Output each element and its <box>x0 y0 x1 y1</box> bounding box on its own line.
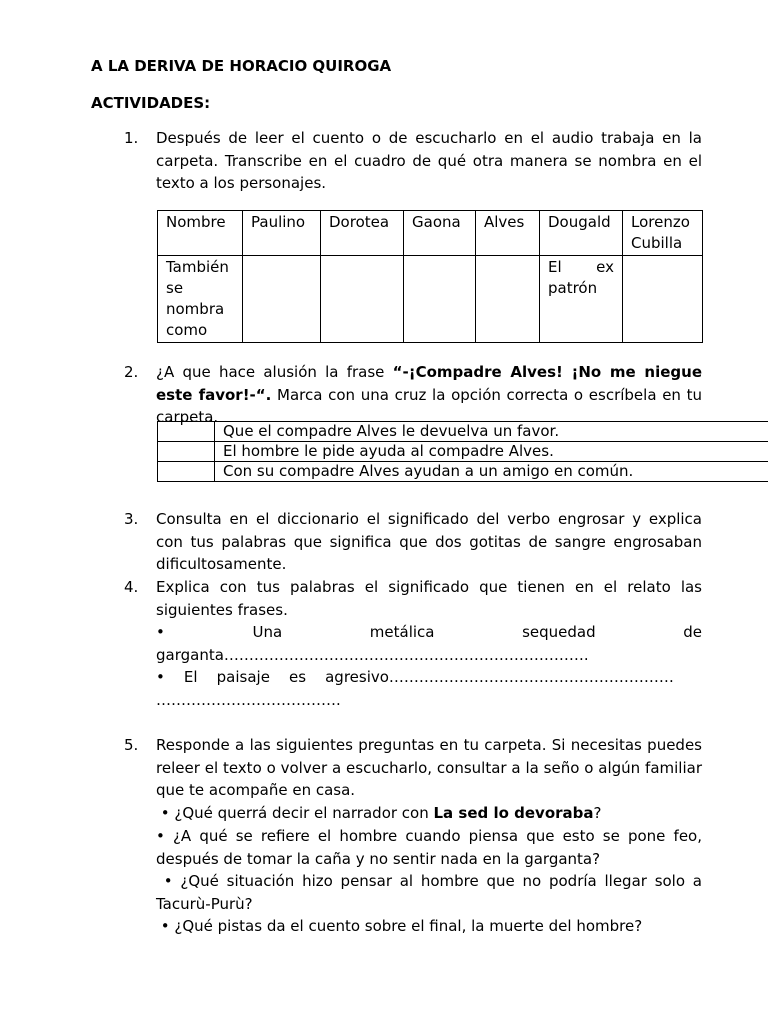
option-text: El hombre le pide ayuda al compadre Alves. <box>215 442 768 462</box>
q5-bullet-1-bold: La sed lo devoraba <box>433 804 594 822</box>
q5-bullet-2: • ¿A qué se refiere el hombre cuando piensa que esto se pone feo, después de tomar la caña y no sentir nada en la garganta? <box>156 827 702 868</box>
q1-number: 1. <box>124 129 139 147</box>
table-header-cell: Gaona <box>404 211 476 256</box>
table-cell <box>476 256 540 343</box>
q4-number: 4. <box>124 578 139 596</box>
table-header-cell: Dougald <box>540 211 623 256</box>
q4-item1-line2: garganta………………………………………………………………. <box>156 646 589 664</box>
table-header-cell: Dorotea <box>321 211 404 256</box>
options-table <box>157 421 768 482</box>
table-cell: El ex patrón <box>540 256 623 343</box>
q4-text: Explica con tus palabras el significado que tienen en el relato las siguientes frases. <box>156 578 702 619</box>
q5-bullet-3: • ¿Qué situación hizo pensar al hombre que no podría llegar solo a Tacurù-Purù? <box>156 872 707 913</box>
q2-quote: “-¡Compadre Alves! ¡No me niegue este favor!-“. <box>156 363 702 404</box>
option-row <box>158 422 768 442</box>
q5-bullet-1-end: ? <box>593 804 602 822</box>
option-checkbox-cell[interactable] <box>158 422 215 442</box>
q5-bullet-1-start: • ¿Qué querrá decir el narrador con <box>156 804 434 822</box>
table-cell <box>623 256 703 343</box>
document-title: A LA DERIVA DE HORACIO QUIROGA <box>91 57 392 75</box>
characters-table <box>157 210 703 343</box>
option-text: Que el compadre Alves le devuelva un favor. <box>215 422 768 442</box>
table-header-cell: Nombre <box>158 211 243 256</box>
q5-number: 5. <box>124 736 139 754</box>
q5-bullet-4: • ¿Qué pistas da el cuento sobre el final, la muerte del hombre? <box>156 917 643 935</box>
q3-number: 3. <box>124 510 139 528</box>
q5-text: Responde a las siguientes preguntas en tu carpeta. Si necesitas puedes releer el texto o volver a escucharlo, consultar a la seño o algún familiar que te acompañe en casa. <box>156 736 702 799</box>
option-row <box>158 462 768 482</box>
table-row <box>158 256 703 343</box>
q4-item1-line1: • Una metálica sequedad de <box>156 623 702 641</box>
option-checkbox-cell[interactable] <box>158 462 215 482</box>
table-cell <box>243 256 321 343</box>
table-header-cell: Paulino <box>243 211 321 256</box>
q2-text <box>156 361 702 429</box>
table-cell <box>404 256 476 343</box>
activities-heading: ACTIVIDADES: <box>91 94 211 112</box>
table-cell: También se nombra como <box>158 256 243 343</box>
q3-text: Consulta en el diccionario el significado del verbo engrosar y explica con tus palabras que significa que dos gotitas de sangre engrosaban dificultosamente. <box>156 510 702 573</box>
option-text: Con su compadre Alves ayudan a un amigo en común. <box>215 462 768 482</box>
q4-item2-line2: ………………………………. <box>156 691 341 709</box>
q2-text-start: ¿A que hace alusión la frase <box>156 363 393 381</box>
option-checkbox-cell[interactable] <box>158 442 215 462</box>
q2-number: 2. <box>124 363 139 381</box>
q4-item2-line1: • El paisaje es agresivo………………………………………………… <box>156 668 674 686</box>
table-header-cell: Alves <box>476 211 540 256</box>
table-header-row <box>158 211 703 256</box>
q5-bullet-1 <box>156 802 702 825</box>
table-header-cell: Lorenzo Cubilla <box>623 211 703 256</box>
table-cell <box>321 256 404 343</box>
option-row <box>158 442 768 462</box>
q2-text-end: Marca con una cruz la opción correcta o escríbela en tu carpeta. <box>156 385 702 426</box>
q1-text: Después de leer el cuento o de escucharlo en el audio trabaja en la carpeta. Transcribe en el cuadro de qué otra manera se nombra en el texto a los personajes. <box>156 129 702 192</box>
